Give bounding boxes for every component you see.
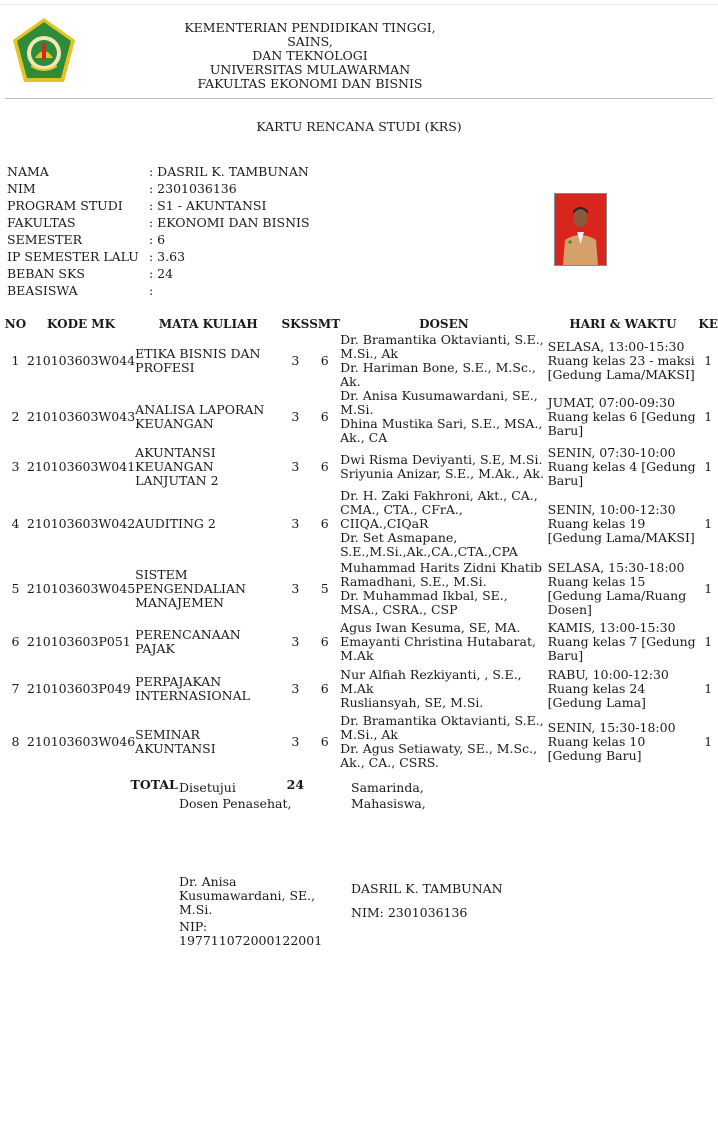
place-label: Samarinda, [351, 780, 424, 795]
cell-dosen: Nur Alfiah Rezkiyanti, , S.E., M.Ak Rusliansyah, SE, M.Si. [340, 666, 522, 710]
header-line: UNIVERSITAS MULAWARMAN [209, 62, 411, 77]
cell-hari-waktu: RABU, 10:00-12:30 Ruang kelas 24 [Gedung Lama] [547, 666, 669, 710]
col-header-ke: KE [698, 316, 718, 331]
cell-mata-kuliah: AUDITING 2 [135, 516, 216, 531]
cell-no: 8 [11, 733, 20, 749]
header-line: KEMENTERIAN PENDIDIKAN TINGGI, SAINS, [184, 20, 436, 49]
cell-sks: 3 [291, 409, 300, 424]
student-sign-block [351, 780, 426, 812]
cell-smt: 6 [320, 409, 329, 424]
header-divider [5, 98, 713, 99]
info-value: : 2301036136 [149, 181, 237, 196]
student-signature [351, 881, 503, 921]
institution-header [160, 21, 460, 91]
info-label: NAMA [7, 164, 49, 179]
top-divider [0, 4, 718, 5]
col-header-dosen: DOSEN [419, 316, 469, 331]
student-info [7, 163, 310, 299]
cell-dosen: Dr. Bramantika Oktavianti, S.E., M.Si., Ak Dr. Agus Setiawaty, SE., M.Sc., Ak., CA., CSRS. [340, 712, 544, 770]
cell-smt: 6 [320, 353, 329, 368]
cell-kode-mk: 210103603P051 [26, 633, 131, 649]
cell-no: 4 [11, 516, 20, 531]
col-header-hari-waktu: HARI & WAKTU [569, 316, 677, 331]
cell-hari-waktu: SELASA, 15:30-18:00 Ruang kelas 15 [Gedung Lama/Ruang Dosen] [547, 560, 687, 617]
cell-sks: 3 [291, 459, 300, 474]
cell-mata-kuliah: SISTEM PENGENDALIAN MANAJEMEN [135, 567, 246, 610]
cell-hari-waktu: JUMAT, 07:00-09:30 Ruang kelas 6 [Gedung Baru] [547, 395, 696, 438]
cell-ke: 1 [704, 516, 713, 531]
cell-sks: 3 [291, 516, 300, 531]
info-label: SEMESTER [7, 232, 83, 247]
cell-mata-kuliah: PERENCANAAN PAJAK [135, 626, 241, 656]
cell-hari-waktu: SELASA, 13:00-15:30 Ruang kelas 23 - maksi [Gedung Lama/MAKSI] [547, 339, 695, 382]
cell-kode-mk: 210103603W045 [26, 581, 136, 596]
cell-smt: 5 [320, 581, 329, 596]
info-label: NIM [7, 181, 36, 196]
student-sign-name: DASRIL K. TAMBUNAN [351, 881, 503, 896]
university-logo [9, 16, 79, 86]
info-label: BEASISWA [7, 283, 78, 298]
student-sign-nim: NIM: 2301036136 [351, 905, 468, 920]
cell-no: 6 [11, 633, 20, 649]
info-row-program-studi [7, 197, 310, 214]
info-row-nim [7, 180, 310, 197]
table-row [4, 489, 718, 559]
cell-dosen: Dr. H. Zaki Fakhroni, Akt., CA., CMA., CTA., CFrA., CIIQA.,CIQaR Dr. Set Asmapane, S.E.,M.Si.,Ak.,CA.,CTA.,CPA [340, 488, 538, 559]
info-label: IP SEMESTER LALU [7, 249, 139, 264]
approval-label: Disetujui [179, 780, 236, 795]
cell-smt: 6 [320, 633, 329, 649]
table-header-row [4, 314, 718, 333]
info-row-beasiswa [7, 282, 310, 299]
info-value: : DASRIL K. TAMBUNAN [149, 164, 309, 179]
cell-kode-mk: 210103603W046 [26, 733, 136, 749]
student-photo [554, 193, 607, 266]
table-row [4, 559, 718, 619]
cell-ke: 1 [704, 680, 713, 696]
table-row [4, 445, 718, 489]
info-value: : [149, 283, 154, 298]
info-row-ip [7, 248, 310, 265]
info-value: : 6 [149, 232, 166, 247]
info-value: : 24 [149, 266, 174, 281]
cell-sks: 3 [291, 680, 300, 696]
cell-ke: 1 [704, 409, 713, 424]
cell-no: 7 [11, 680, 20, 696]
cell-dosen: Agus Iwan Kesuma, SE, MA. Emayanti Christina Hutabarat, M.Ak [340, 619, 536, 663]
info-label: FAKULTAS [7, 215, 76, 230]
cell-no: 2 [11, 409, 20, 424]
col-header-no: NO [4, 316, 27, 331]
cell-mata-kuliah: ETIKA BISNIS DAN PROFESI [135, 346, 261, 375]
info-label: PROGRAM STUDI [7, 198, 123, 213]
document-title: KARTU RENCANA STUDI (KRS) [256, 119, 462, 134]
header-line: DAN TEKNOLOGI [252, 48, 368, 63]
advisor-nip: NIP: 197711072000122001 [179, 919, 323, 948]
cell-dosen: Dr. Bramantika Oktavianti, S.E., M.Si., Ak Dr. Hariman Bone, S.E., M.Sc., Ak. [340, 332, 544, 389]
cell-hari-waktu: KAMIS, 13:00-15:30 Ruang kelas 7 [Gedung Baru] [547, 619, 696, 663]
table-body [4, 333, 718, 800]
cell-hari-waktu: SENIN, 07:30-10:00 Ruang kelas 4 [Gedung Baru] [547, 445, 696, 488]
cell-empty [4, 770, 27, 800]
cell-sks: 3 [291, 353, 300, 368]
table-row [4, 664, 718, 713]
cell-kode-mk: 210103603W043 [26, 409, 136, 424]
total-label: TOTAL [130, 777, 178, 792]
cell-sks: 3 [291, 633, 300, 649]
total-sks: 24 [286, 777, 305, 792]
cell-no: 3 [11, 459, 20, 474]
table-row [4, 713, 718, 770]
col-header-kode: KODE MK [47, 316, 116, 331]
advisor-name: Dr. Anisa Kusumawardani, SE., M.Si. [179, 874, 316, 917]
cell-smt: 6 [320, 680, 329, 696]
cell-ke: 1 [704, 581, 713, 596]
info-row-nama [7, 163, 310, 180]
cell-dosen: Muhammad Harits Zidni Khatib Ramadhani, S.E., M.Si. Dr. Muhammad Ikbal, SE., MSA., CSRA., CSP [340, 560, 542, 617]
cell-sks: 3 [291, 581, 300, 596]
table-row [4, 619, 718, 664]
info-row-semester [7, 231, 310, 248]
cell-ke: 1 [704, 733, 713, 749]
info-value: : 3.63 [149, 249, 186, 264]
col-header-sks: SKS [281, 316, 310, 331]
table-row [4, 333, 718, 389]
header-line: FAKULTAS EKONOMI DAN BISNIS [197, 76, 423, 91]
cell-sks: 3 [291, 733, 300, 749]
cell-mata-kuliah: SEMINAR AKUNTANSI [135, 726, 216, 756]
col-header-smt: SMT [309, 316, 341, 331]
cell-mata-kuliah: PERPAJAKAN INTERNASIONAL [135, 673, 250, 703]
info-value: : S1 - AKUNTANSI [149, 198, 267, 213]
cell-no: 1 [11, 353, 20, 368]
advisor-signature [179, 875, 339, 948]
col-header-mata-kuliah: MATA KULIAH [158, 316, 258, 331]
cell-kode-mk: 210103603W042 [26, 516, 136, 531]
info-row-beban-sks [7, 265, 310, 282]
cell-ke: 1 [704, 353, 713, 368]
info-value: : EKONOMI DAN BISNIS [149, 215, 310, 230]
info-label: BEBAN SKS [7, 266, 85, 281]
cell-kode-mk: 210103603P049 [26, 680, 131, 696]
cell-no: 5 [11, 581, 20, 596]
approval-block [179, 780, 291, 812]
cell-smt: 6 [320, 459, 329, 474]
cell-dosen: Dwi Risma Deviyanti, S.E, M.Si. Sriyunia Anizar, S.E., M.Ak., Ak. [340, 452, 544, 481]
cell-ke: 1 [704, 633, 713, 649]
cell-ke: 1 [704, 459, 713, 474]
cell-mata-kuliah: AKUNTANSI KEUANGAN LANJUTAN 2 [135, 445, 219, 488]
cell-kode-mk: 210103603W044 [26, 353, 136, 368]
krs-table [4, 314, 718, 800]
cell-kode-mk: 210103603W041 [26, 459, 136, 474]
cell-smt: 6 [320, 516, 329, 531]
info-row-fakultas [7, 214, 310, 231]
cell-dosen: Dr. Anisa Kusumawardani, SE., M.Si. Dhina Mustika Sari, S.E., MSA., Ak., CA [340, 388, 543, 445]
table-row [4, 389, 718, 445]
student-role-label: Mahasiswa, [351, 796, 426, 811]
cell-hari-waktu: SENIN, 10:00-12:30 Ruang kelas 19 [Gedung Lama/MAKSI] [547, 502, 695, 545]
cell-mata-kuliah: ANALISA LAPORAN KEUANGAN [135, 402, 265, 431]
cell-hari-waktu: SENIN, 15:30-18:00 Ruang kelas 10 [Gedung Baru] [547, 719, 676, 763]
advisor-label: Dosen Penasehat, [179, 796, 292, 811]
cell-smt: 6 [320, 733, 329, 749]
